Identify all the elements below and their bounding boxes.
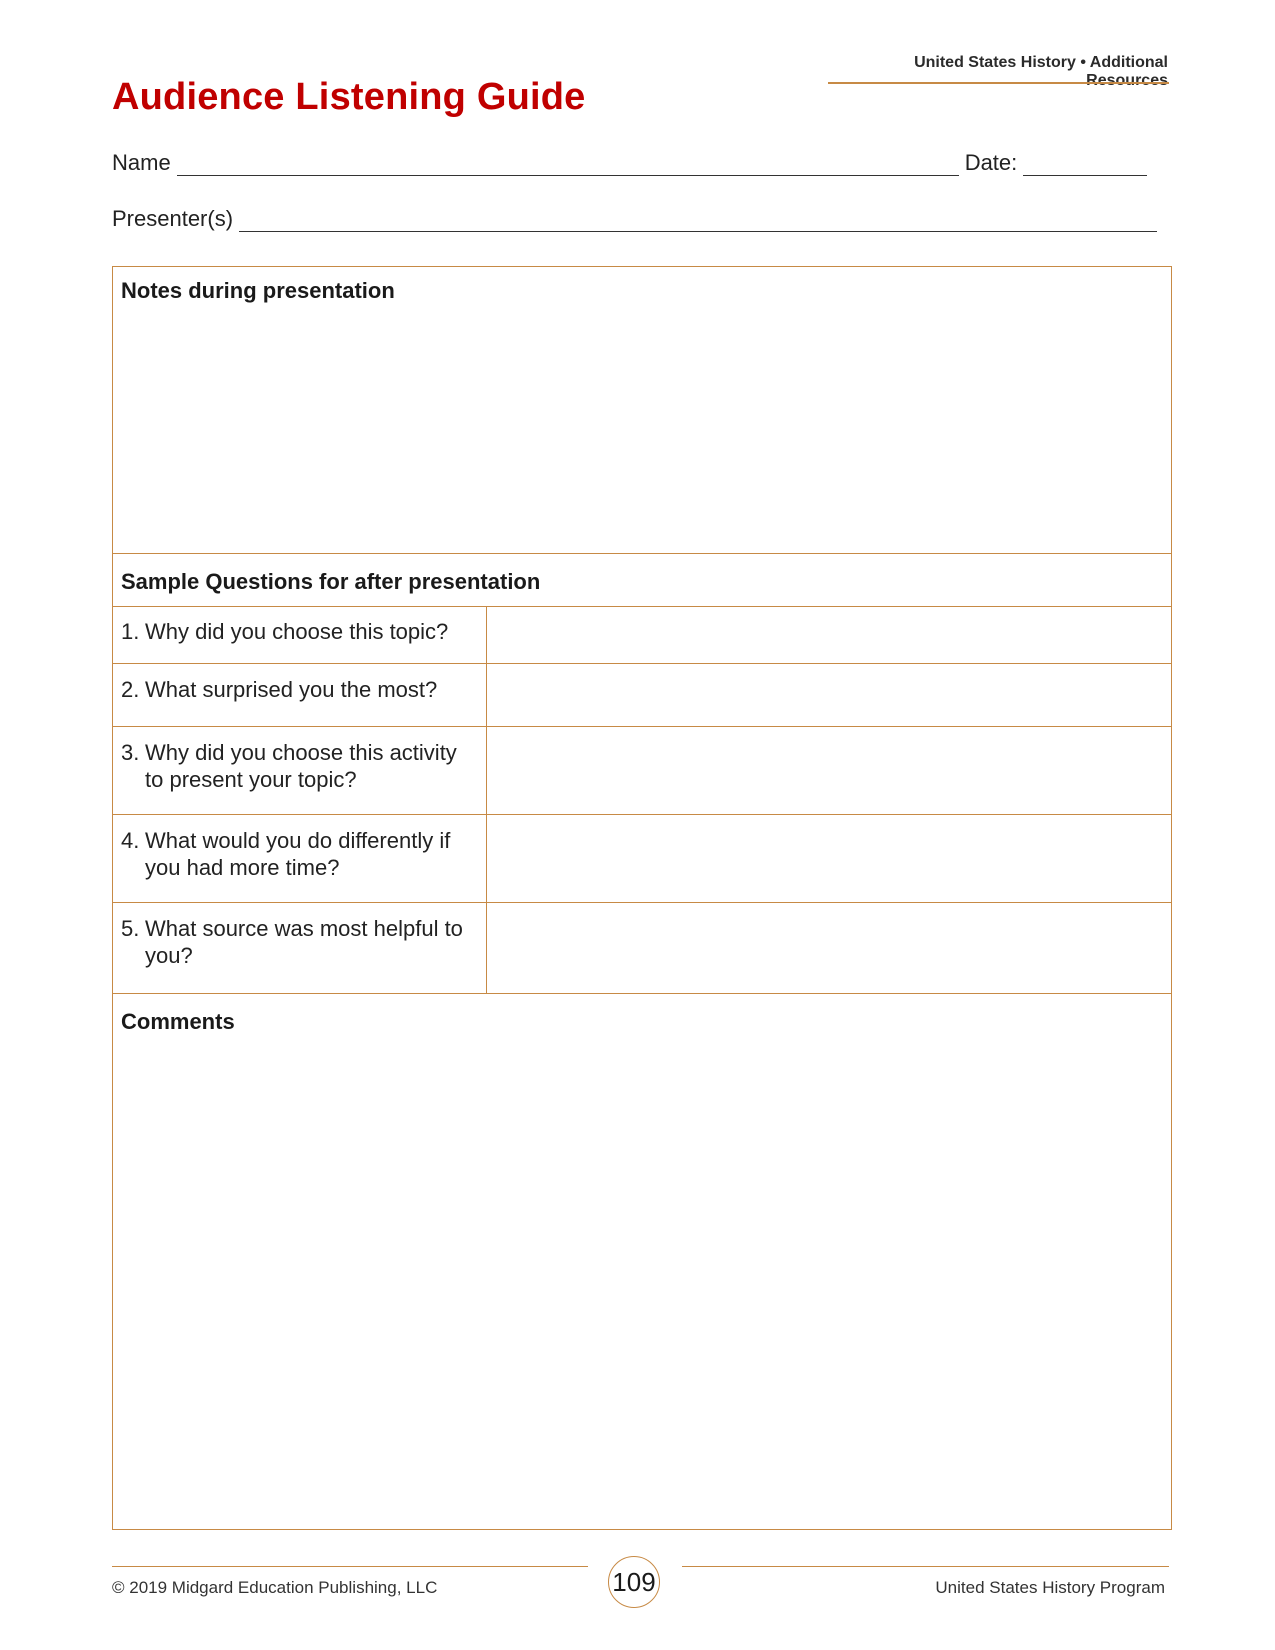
answer-3-cell[interactable] — [488, 727, 1171, 814]
name-field[interactable] — [177, 153, 959, 176]
copyright: © 2019 Midgard Education Publishing, LLC — [112, 1578, 438, 1597]
answer-4-cell[interactable] — [488, 815, 1171, 902]
listening-guide-form — [112, 266, 1172, 1530]
answer-1-cell[interactable] — [488, 607, 1171, 663]
page-number: 109 — [608, 1556, 660, 1608]
presenters-field[interactable] — [239, 209, 1157, 232]
question-1: 1. Why did you choose this topic? — [121, 619, 449, 644]
presenters-row — [112, 206, 1172, 232]
presenters-label: Presenter(s) — [112, 206, 234, 231]
header-rule — [828, 82, 1169, 84]
question-2: 2. What surprised you the most? — [121, 677, 438, 702]
divider — [113, 553, 1171, 554]
notes-heading: Notes during presentation — [121, 278, 395, 303]
series-header: United States History • Additional Resources — [914, 54, 1168, 89]
comments-heading: Comments — [121, 1009, 235, 1034]
answer-5-cell[interactable] — [488, 903, 1171, 993]
question-5: 5. What source was most helpful to you? — [121, 916, 463, 968]
date-field[interactable] — [1023, 153, 1147, 176]
footer-rule — [682, 1566, 1169, 1567]
comments-area[interactable] — [113, 994, 1171, 1529]
footer-rule — [112, 1566, 588, 1567]
notes-area[interactable] — [113, 267, 1171, 553]
questions-heading: Sample Questions for after presentation — [121, 569, 541, 594]
name-date-row — [112, 150, 1170, 176]
column-divider — [486, 606, 487, 994]
question-3: 3. Why did you choose this activity to present your topic? — [121, 740, 457, 792]
date-label: Date: — [964, 150, 1018, 175]
page-title: Audience Listening Guide — [112, 76, 586, 118]
program-name: United States History Program — [935, 1578, 1165, 1597]
name-label: Name — [112, 150, 171, 175]
question-4: 4. What would you do differently if you had more time? — [121, 828, 451, 880]
answer-2-cell[interactable] — [488, 664, 1171, 726]
